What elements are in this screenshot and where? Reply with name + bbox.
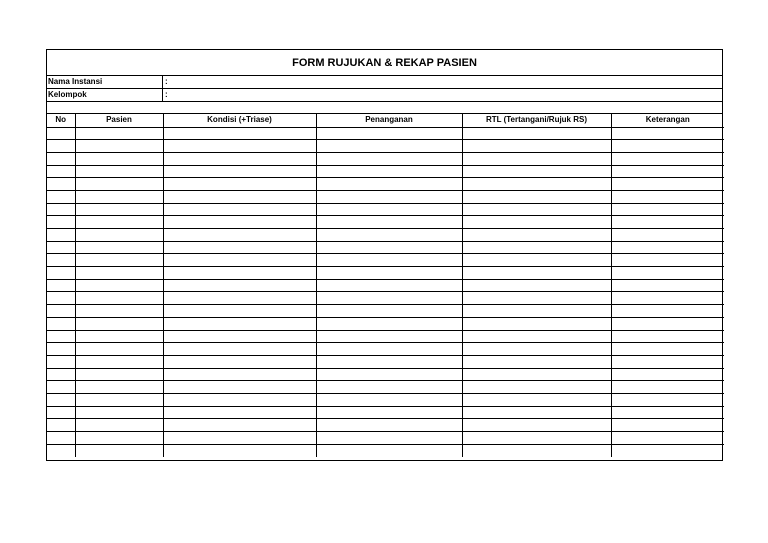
table-cell[interactable] [75, 393, 163, 406]
table-cell[interactable] [462, 330, 611, 343]
table-cell[interactable] [316, 317, 462, 330]
table-cell[interactable] [462, 368, 611, 381]
table-cell[interactable] [462, 254, 611, 267]
table-cell[interactable] [163, 432, 316, 445]
table-cell[interactable] [163, 254, 316, 267]
table-cell[interactable] [462, 393, 611, 406]
table-cell[interactable] [75, 178, 163, 191]
table-cell[interactable] [462, 444, 611, 457]
table-cell[interactable] [47, 190, 75, 203]
table-row [47, 419, 724, 432]
table-cell[interactable] [611, 254, 724, 267]
table-cell[interactable] [462, 419, 611, 432]
table-cell[interactable] [75, 444, 163, 457]
table-row [47, 267, 724, 280]
table-cell[interactable] [316, 444, 462, 457]
table-cell[interactable] [611, 152, 724, 165]
table-cell[interactable] [316, 229, 462, 242]
table-cell[interactable] [47, 165, 75, 178]
table-cell[interactable] [611, 229, 724, 242]
table-cell[interactable] [75, 368, 163, 381]
table-cell[interactable] [47, 292, 75, 305]
table-row [47, 406, 724, 419]
table-row [47, 381, 724, 394]
table-cell[interactable] [163, 381, 316, 394]
table-cell[interactable] [163, 279, 316, 292]
table-cell[interactable] [163, 216, 316, 229]
table-cell[interactable] [75, 381, 163, 394]
table-cell[interactable] [316, 343, 462, 356]
table-cell[interactable] [611, 203, 724, 216]
table-cell[interactable] [163, 343, 316, 356]
table-cell[interactable] [75, 216, 163, 229]
table-cell[interactable] [611, 317, 724, 330]
table-cell[interactable] [611, 444, 724, 457]
table-row [47, 355, 724, 368]
table-cell[interactable] [163, 305, 316, 318]
info-row-kelompok [47, 89, 722, 102]
table-cell[interactable] [316, 127, 462, 140]
table-cell[interactable] [75, 165, 163, 178]
table-cell[interactable] [163, 419, 316, 432]
table-row [47, 305, 724, 318]
table-cell[interactable] [47, 127, 75, 140]
table-cell[interactable] [462, 216, 611, 229]
table-row [47, 343, 724, 356]
table-cell[interactable] [462, 406, 611, 419]
column-header-penanganan: Penanganan [316, 114, 462, 127]
table-cell[interactable] [163, 127, 316, 140]
table-cell[interactable] [611, 292, 724, 305]
table-cell[interactable] [47, 393, 75, 406]
table-row [47, 241, 724, 254]
table-cell[interactable] [163, 330, 316, 343]
table-cell[interactable] [611, 216, 724, 229]
table-row [47, 203, 724, 216]
info-value[interactable]: : [165, 90, 168, 99]
table-cell[interactable] [75, 241, 163, 254]
table-cell[interactable] [163, 241, 316, 254]
table-cell[interactable] [316, 203, 462, 216]
table-cell[interactable] [611, 381, 724, 394]
table-cell[interactable] [75, 330, 163, 343]
table-cell[interactable] [316, 305, 462, 318]
table-cell[interactable] [47, 381, 75, 394]
table-row [47, 140, 724, 153]
table-cell[interactable] [163, 152, 316, 165]
table-cell[interactable] [462, 267, 611, 280]
table-cell[interactable] [316, 241, 462, 254]
table-cell[interactable] [163, 317, 316, 330]
table-cell[interactable] [611, 190, 724, 203]
table-cell[interactable] [47, 444, 75, 457]
table-cell[interactable] [47, 432, 75, 445]
table-cell[interactable] [462, 292, 611, 305]
table-cell[interactable] [611, 330, 724, 343]
table-row [47, 317, 724, 330]
table-cell[interactable] [47, 267, 75, 280]
table-cell[interactable] [462, 229, 611, 242]
table-cell[interactable] [163, 178, 316, 191]
table-row [47, 254, 724, 267]
info-label: Nama Instansi [47, 76, 163, 88]
table-cell[interactable] [163, 355, 316, 368]
table-cell[interactable] [611, 343, 724, 356]
table-cell[interactable] [75, 152, 163, 165]
table-row [47, 178, 724, 191]
table-row [47, 190, 724, 203]
table-cell[interactable] [462, 165, 611, 178]
table-row [47, 393, 724, 406]
table-row [47, 330, 724, 343]
table-cell[interactable] [611, 140, 724, 153]
table-cell[interactable] [316, 381, 462, 394]
table-row [47, 368, 724, 381]
table-cell[interactable] [611, 393, 724, 406]
table-cell[interactable] [316, 419, 462, 432]
table-cell[interactable] [462, 317, 611, 330]
table-cell[interactable] [462, 178, 611, 191]
info-label: Kelompok [47, 89, 163, 101]
table-cell[interactable] [163, 203, 316, 216]
table-cell[interactable] [75, 203, 163, 216]
table-cell[interactable] [462, 190, 611, 203]
table-cell[interactable] [163, 229, 316, 242]
table-cell[interactable] [462, 279, 611, 292]
table-cell[interactable] [462, 127, 611, 140]
table-cell[interactable] [611, 127, 724, 140]
table-cell[interactable] [163, 190, 316, 203]
table-cell[interactable] [47, 140, 75, 153]
table-cell[interactable] [163, 406, 316, 419]
table-cell[interactable] [47, 330, 75, 343]
column-header-no: No [47, 114, 75, 127]
table-cell[interactable] [75, 432, 163, 445]
table-cell[interactable] [462, 203, 611, 216]
table-cell[interactable] [316, 165, 462, 178]
form-title: FORM RUJUKAN & REKAP PASIEN [47, 50, 722, 76]
table-cell[interactable] [316, 140, 462, 153]
table-cell[interactable] [47, 305, 75, 318]
table-row [47, 165, 724, 178]
table-cell[interactable] [316, 393, 462, 406]
table-cell[interactable] [47, 279, 75, 292]
table-cell[interactable] [611, 368, 724, 381]
table-cell[interactable] [163, 292, 316, 305]
table-cell[interactable] [75, 140, 163, 153]
table-cell[interactable] [163, 165, 316, 178]
table-row [47, 279, 724, 292]
table-cell[interactable] [47, 229, 75, 242]
table-cell[interactable] [47, 317, 75, 330]
table-row [47, 229, 724, 242]
table-cell[interactable] [462, 152, 611, 165]
table-row [47, 292, 724, 305]
table-row [47, 216, 724, 229]
table-cell[interactable] [163, 393, 316, 406]
table-cell[interactable] [316, 267, 462, 280]
table-cell[interactable] [462, 241, 611, 254]
table-header-row [47, 114, 724, 127]
table-cell[interactable] [462, 381, 611, 394]
table-cell[interactable] [316, 355, 462, 368]
table-cell[interactable] [47, 178, 75, 191]
table-cell[interactable] [611, 279, 724, 292]
table-cell[interactable] [611, 432, 724, 445]
table-cell[interactable] [75, 406, 163, 419]
table-cell[interactable] [47, 152, 75, 165]
table-cell[interactable] [611, 241, 724, 254]
table-cell[interactable] [611, 305, 724, 318]
table-cell[interactable] [611, 165, 724, 178]
table-cell[interactable] [75, 317, 163, 330]
table-cell[interactable] [75, 254, 163, 267]
table-cell[interactable] [316, 292, 462, 305]
table-cell[interactable] [316, 279, 462, 292]
spacer-row [47, 102, 722, 114]
info-row-nama-instansi [47, 76, 722, 89]
column-header-pasien: Pasien [75, 114, 163, 127]
table-cell[interactable] [611, 267, 724, 280]
table-cell[interactable] [75, 267, 163, 280]
table-cell[interactable] [316, 406, 462, 419]
patient-table [47, 114, 724, 457]
table-cell[interactable] [47, 419, 75, 432]
table-cell[interactable] [163, 368, 316, 381]
table-cell[interactable] [462, 305, 611, 318]
table-cell[interactable] [47, 241, 75, 254]
table-cell[interactable] [163, 140, 316, 153]
table-cell[interactable] [75, 127, 163, 140]
column-header-rtl: RTL (Tertangani/Rujuk RS) [462, 114, 611, 127]
table-cell[interactable] [75, 343, 163, 356]
rujukan-form [46, 49, 723, 461]
table-cell[interactable] [47, 343, 75, 356]
table-cell[interactable] [75, 355, 163, 368]
table-cell[interactable] [316, 254, 462, 267]
info-value[interactable]: : [165, 77, 168, 86]
table-cell[interactable] [462, 432, 611, 445]
table-cell[interactable] [611, 419, 724, 432]
table-cell[interactable] [75, 279, 163, 292]
table-cell[interactable] [75, 229, 163, 242]
table-row [47, 444, 724, 457]
table-cell[interactable] [47, 368, 75, 381]
table-cell[interactable] [316, 178, 462, 191]
table-body [47, 127, 724, 457]
table-row [47, 152, 724, 165]
table-cell[interactable] [47, 254, 75, 267]
table-cell[interactable] [611, 355, 724, 368]
table-cell[interactable] [75, 419, 163, 432]
table-cell[interactable] [316, 152, 462, 165]
table-cell[interactable] [47, 216, 75, 229]
table-cell[interactable] [163, 444, 316, 457]
table-cell[interactable] [316, 368, 462, 381]
table-cell[interactable] [316, 432, 462, 445]
table-cell[interactable] [316, 190, 462, 203]
table-cell[interactable] [75, 190, 163, 203]
table-row [47, 127, 724, 140]
table-cell[interactable] [611, 406, 724, 419]
table-cell[interactable] [75, 292, 163, 305]
table-cell[interactable] [75, 305, 163, 318]
table-cell[interactable] [47, 355, 75, 368]
column-header-keterangan: Keterangan [611, 114, 724, 127]
table-row [47, 432, 724, 445]
table-cell[interactable] [163, 267, 316, 280]
table-cell[interactable] [462, 355, 611, 368]
table-cell[interactable] [316, 330, 462, 343]
column-header-kondisi: Kondisi (+Triase) [163, 114, 316, 127]
table-cell[interactable] [462, 343, 611, 356]
table-cell[interactable] [47, 203, 75, 216]
table-cell[interactable] [611, 178, 724, 191]
table-cell[interactable] [316, 216, 462, 229]
table-cell[interactable] [462, 140, 611, 153]
table-cell[interactable] [47, 406, 75, 419]
